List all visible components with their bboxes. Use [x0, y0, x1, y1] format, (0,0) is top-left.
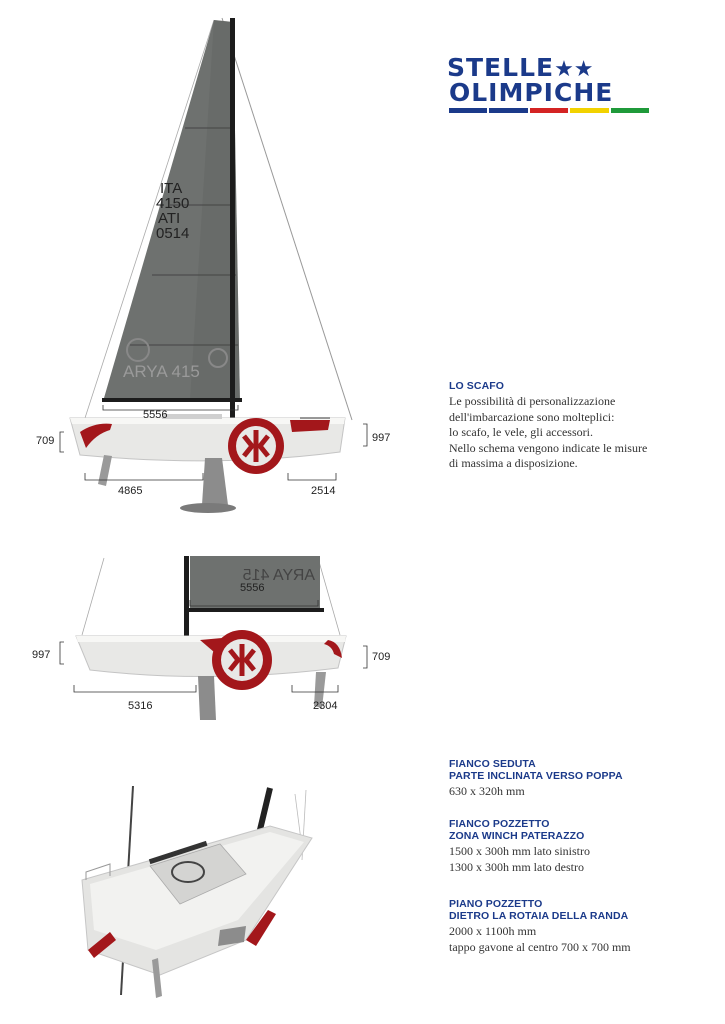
dim-top: 5556 [143, 409, 168, 421]
dim-bottom-right: 2304 [313, 700, 338, 712]
spec-title: PIANO POZZETTO [449, 898, 543, 910]
dimension-bracket [363, 424, 367, 446]
spec-block [449, 898, 699, 955]
dim-left: 997 [32, 649, 51, 661]
dimension-bracket [60, 642, 64, 664]
dim-right: 997 [372, 432, 391, 444]
spec-value: tappo gavone al centro 700 x 700 mm [449, 939, 631, 954]
hull-section-paragraph: Le possibilità di personalizzazione dell'imbarcazione sono molteplici: lo scafo, le vele, gli accessori. Nello schema vengono indicate le misure di massima a disposizione. [449, 394, 648, 470]
dim-top: 5556 [240, 582, 265, 594]
sail-number: 4150 [156, 195, 190, 212]
sail-number: 0514 [156, 225, 190, 242]
logo-line1: STELLE [447, 53, 555, 82]
logo-stripe [449, 108, 487, 113]
dimension-bracket [103, 405, 238, 410]
dimension-bracket [363, 646, 367, 668]
mast [184, 556, 189, 636]
dimension-bracket [60, 432, 64, 452]
logo-line2: OLIMPICHE [449, 78, 614, 107]
keel [202, 458, 228, 505]
spec-subtitle: DIETRO LA ROTAIA DELLA RANDA [449, 910, 629, 922]
rudder [98, 455, 112, 486]
boom [102, 398, 242, 402]
backstay-wire [222, 18, 352, 420]
spec-title: FIANCO SEDUTA [449, 758, 536, 770]
sail-number: ATI [158, 210, 181, 227]
boat-deck-perspective [70, 780, 330, 1005]
spec-subtitle: PARTE INCLINATA VERSO POPPA [449, 770, 623, 782]
dimension-bracket [288, 473, 336, 480]
logo-stripe [530, 108, 568, 113]
logo-stripes [449, 108, 649, 113]
spec-title: FIANCO POZZETTO [449, 818, 550, 830]
keel-bulb [180, 503, 236, 513]
logo-stripe [489, 108, 527, 113]
logo-stripe [570, 108, 608, 113]
spec-block [449, 758, 699, 800]
dimension-bracket [74, 685, 196, 692]
dim-left: 709 [36, 435, 55, 447]
dim-bottom-right: 2514 [311, 485, 336, 497]
brand-logo [447, 55, 652, 117]
spec-value: 630 x 320h mm [449, 784, 525, 798]
star-icon: ★★ [554, 57, 594, 82]
dim-bottom-left: 4865 [118, 485, 143, 497]
mast [230, 18, 235, 418]
logo-stripe [611, 108, 649, 113]
dim-bottom-left: 5316 [128, 700, 153, 712]
spec-block [449, 818, 699, 875]
hull-section [449, 380, 699, 472]
sail-name: ARYA 415 [123, 362, 200, 381]
sail-number: ITA [160, 180, 183, 197]
hull-section-title: LO SCAFO [449, 380, 505, 392]
spec-subtitle: ZONA WINCH PATERAZZO [449, 830, 585, 842]
boom [186, 608, 324, 612]
forestay-wire [318, 558, 340, 635]
dim-right: 709 [372, 651, 391, 663]
backstay-wire [82, 558, 104, 635]
sail-name: ARYA 415 [242, 567, 315, 584]
spec-value: 1300 x 300h mm lato destro [449, 859, 584, 874]
spec-value: 1500 x 300h mm lato sinistro [449, 844, 590, 858]
boat-side-view-full [0, 0, 420, 520]
boat-side-view-mirrored [0, 540, 420, 740]
spec-value: 2000 x 1100h mm [449, 924, 537, 938]
keel [198, 676, 216, 720]
